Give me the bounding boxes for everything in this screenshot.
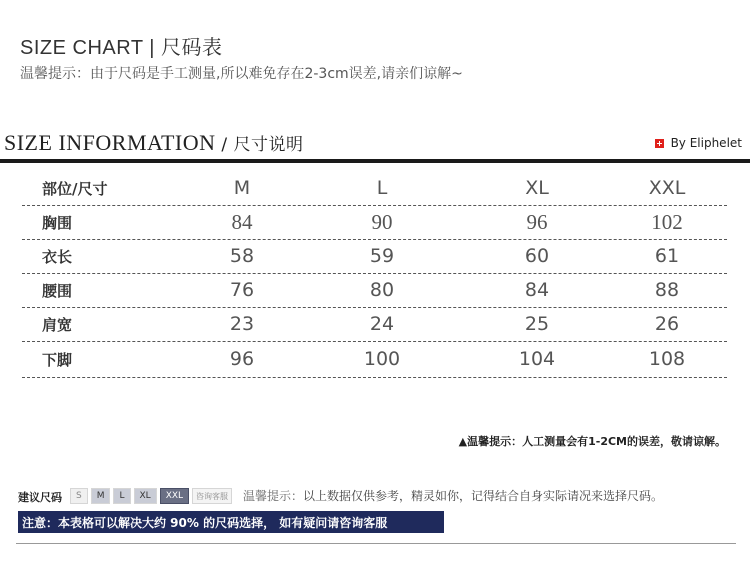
- column-header-xxl: XXL: [648, 177, 686, 199]
- suggested-size-label: 建议尺码: [18, 491, 62, 504]
- size-information-title: [4, 130, 304, 156]
- row-label-waist: 腰围: [42, 281, 73, 300]
- table-cell: 96: [526, 209, 548, 234]
- table-cell: 100: [363, 348, 401, 370]
- error-footnote: ▲温馨提示：人工测量会有1-2CM的误差，敬请谅解。: [458, 435, 726, 448]
- size-option-m[interactable]: M: [91, 488, 111, 504]
- size-information-title-en: SIZE INFORMATION: [4, 130, 216, 155]
- column-header-l: L: [376, 177, 388, 199]
- warm-tip-text: 以上数据仅供参考，精灵如你，记得结合自身实际请况来选择尺码。: [303, 489, 664, 503]
- brand-name: By Eliphelet: [670, 136, 742, 150]
- table-cell: 60: [524, 245, 550, 267]
- row-label-chest: 胸围: [42, 213, 73, 232]
- size-chart-title: SIZE CHART | 尺码表: [20, 37, 223, 59]
- warm-tip: [243, 487, 663, 504]
- table-cell: 61: [654, 245, 680, 267]
- row-label-shoulder: 肩宽: [42, 315, 73, 334]
- table-cell: 84: [524, 279, 550, 301]
- notice-bar: 注意：本表格可以解决大约 90% 的尺码选择， 如有疑问请咨询客服: [18, 511, 444, 533]
- table-cell: 96: [229, 348, 255, 370]
- table-cell: 84: [231, 209, 253, 234]
- column-header-m: M: [233, 177, 251, 199]
- table-cell: 108: [648, 348, 686, 370]
- size-information-title-cn: / 尺寸说明: [215, 135, 304, 155]
- table-row: [22, 341, 727, 378]
- table-cell: 90: [371, 209, 393, 234]
- bottom-divider: [16, 543, 736, 544]
- table-cell: 80: [369, 279, 395, 301]
- consult-service-button[interactable]: 咨询客服: [192, 488, 232, 504]
- column-header-xl: XL: [525, 177, 549, 199]
- column-header-part: 部位/尺寸: [42, 179, 108, 198]
- table-row: [22, 273, 727, 308]
- row-label-hem: 下脚: [42, 350, 73, 369]
- table-cell: 23: [229, 313, 255, 335]
- table-cell: 104: [518, 348, 556, 370]
- table-row: [22, 239, 727, 274]
- table-row: [22, 307, 727, 342]
- table-cell: 59: [369, 245, 395, 267]
- table-cell: 58: [229, 245, 255, 267]
- table-cell: 102: [651, 209, 683, 234]
- row-label-length: 衣长: [42, 247, 73, 266]
- size-options: [70, 488, 232, 504]
- table-cell: 88: [654, 279, 680, 301]
- size-option-xl[interactable]: XL: [134, 488, 157, 504]
- measurement-notice: 温馨提示：由于尺码是手工测量,所以难免存在2-3cm误差,请亲们谅解~: [20, 66, 463, 82]
- brand-label: [655, 136, 742, 150]
- table-header-row: [22, 171, 727, 206]
- table-cell: 26: [654, 313, 680, 335]
- table-cell: 24: [369, 313, 395, 335]
- swiss-flag-icon: [655, 139, 664, 148]
- size-option-l[interactable]: L: [113, 488, 130, 504]
- table-row: [22, 205, 727, 240]
- warm-tip-label: 温馨提示：: [243, 489, 304, 503]
- size-option-s[interactable]: S: [70, 488, 88, 504]
- table-cell: 25: [524, 313, 550, 335]
- size-option-xxl[interactable]: XXL: [160, 488, 189, 504]
- table-cell: 76: [229, 279, 255, 301]
